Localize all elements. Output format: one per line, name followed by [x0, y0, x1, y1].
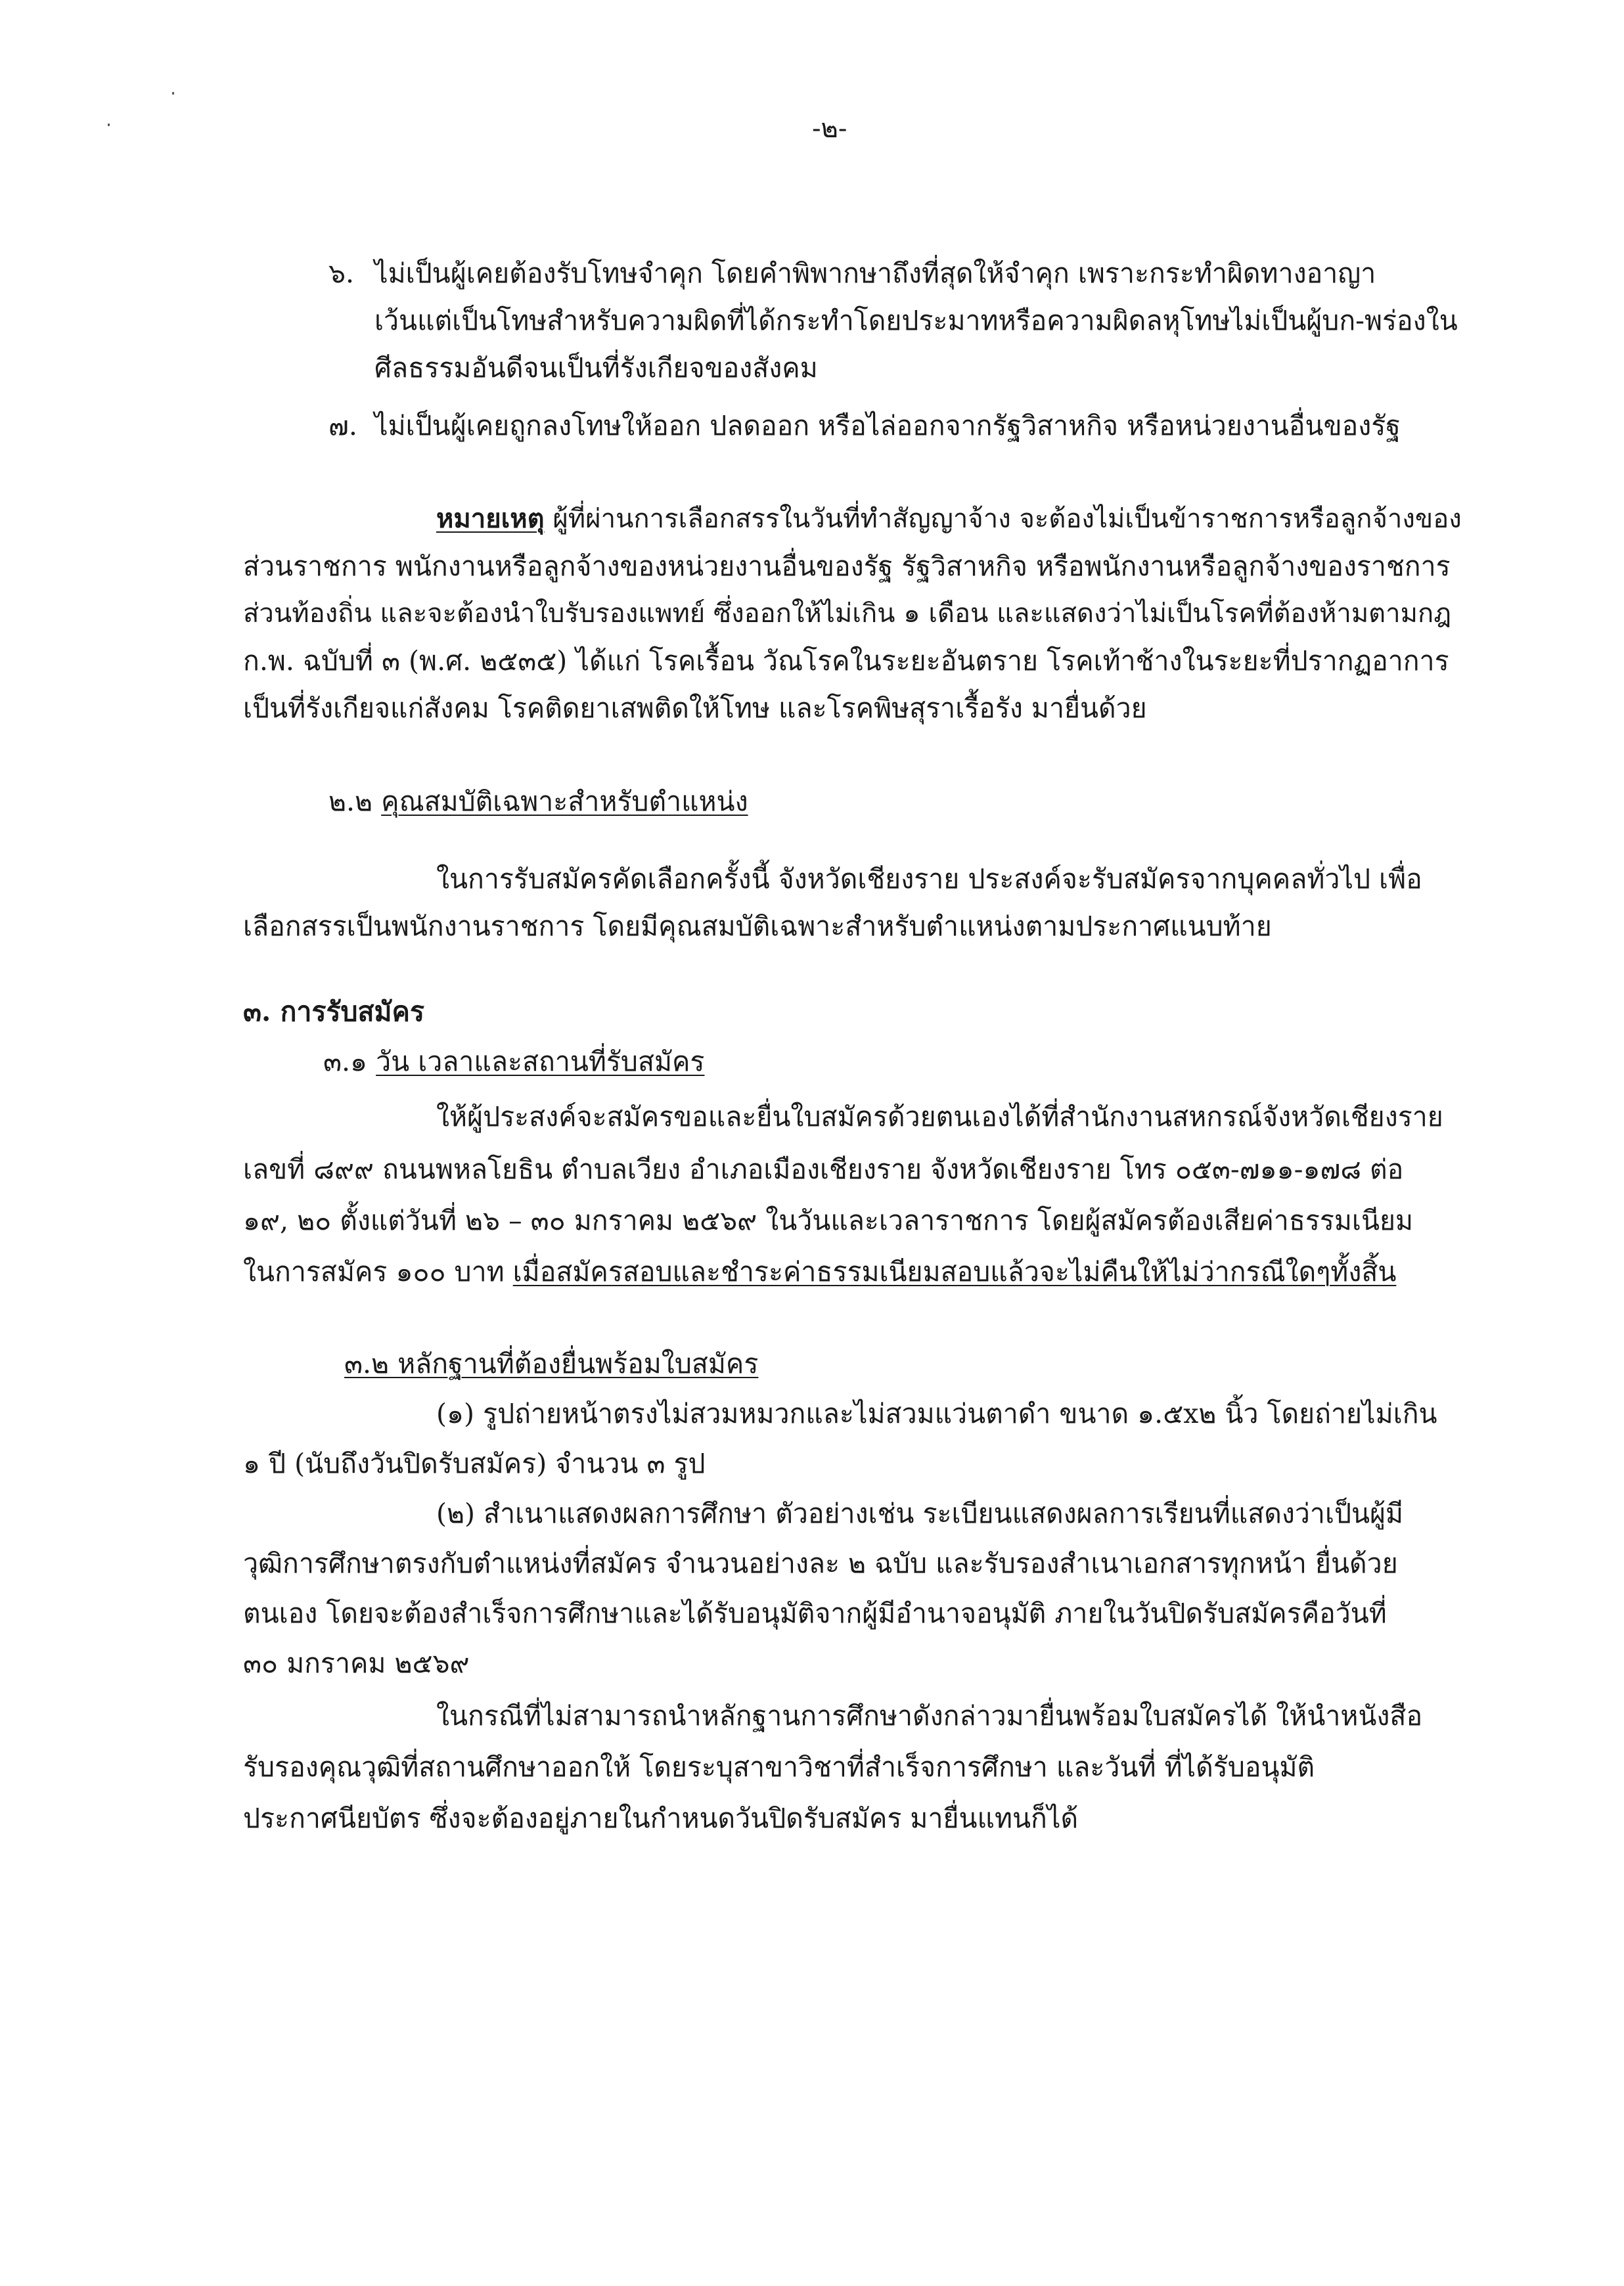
section-3-1-heading — [323, 1043, 704, 1080]
section-3-1-line-3: ๑๙, ๒๐ ตั้งแต่วันที่ ๒๖ – ๓๐ มกราคม ๒๕๖๙ ในวันและเวลาราชการ โดยผู้สมัครต้องเสียค่าธรรมเนียม — [243, 1205, 1414, 1236]
doc-item-2-line-4: ๓๐ มกราคม ๒๕๖๙ — [243, 1647, 470, 1679]
section-3-title: การรับสมัคร — [280, 996, 425, 1027]
doc-item-2-line-1: (๒) สำเนาแสดงผลการศึกษา ตัวอย่างเช่น ระเบียนแสดงผลการเรียนที่แสดงว่าเป็นผู้มี — [436, 1498, 1404, 1529]
section-3-number: ๓. — [243, 996, 271, 1027]
scan-speck — [172, 92, 174, 95]
section-2-2-number: ๒.๒ — [328, 786, 373, 817]
item-7-number: ๗. — [328, 410, 357, 441]
scan-speck — [108, 123, 110, 126]
note-line-3: ส่วนท้องถิ่น และจะต้องนำใบรับรองแพทย์ ซึ่งออกให้ไม่เกิน ๑ เดือน และแสดงว่าไม่เป็นโรคที่ต้องห้ามตามกฎ — [243, 598, 1452, 629]
doc-item-2-line-2: วุฒิการศึกษาตรงกับตำแหน่งที่สมัคร จำนวนอย่างละ ๒ ฉบับ และรับรองสำเนาเอกสารทุกหน้า ยื่นด้วย — [243, 1548, 1398, 1579]
note-line-2: ส่วนราชการ พนักงานหรือลูกจ้างของหน่วยงานอื่นของรัฐ รัฐวิสาหกิจ หรือพนักงานหรือลูกจ้างของราชการ — [243, 550, 1451, 582]
doc-item-2-line-3: ตนเอง โดยจะต้องสำเร็จการศึกษาและได้รับอนุมัติจากผู้มีอำนาจอนุมัติ ภายในวันปิดรับสมัครคือวันที่ — [243, 1598, 1387, 1629]
section-3-heading — [243, 993, 424, 1030]
section-2-2-line-2: เลือกสรรเป็นพนักงานราชการ โดยมีคุณสมบัติเฉพาะสำหรับตำแหน่งตามประกาศแนบท้าย — [243, 910, 1272, 942]
note-line-1 — [436, 501, 1462, 537]
section-3-2-heading: ๓.๒ หลักฐานที่ต้องยื่นพร้อมใบสมัคร — [344, 1348, 759, 1379]
section-3-1-title: วัน เวลาและสถานที่รับสมัคร — [376, 1046, 705, 1077]
section-2-2-line-1: ในการรับสมัครคัดเลือกครั้งนี้ จังหวัดเชียงราย ประสงค์จะรับสมัครจากบุคคลทั่วไป เพื่อ — [436, 863, 1422, 895]
alt-doc-line-2: รับรองคุณวุฒิที่สถานศึกษาออกให้ โดยระบุสาขาวิชาที่สำเร็จการศึกษา และวันที่ ที่ได้รับอนุมัติ — [243, 1751, 1315, 1783]
doc-item-1-line-1: (๑) รูปถ่ายหน้าตรงไม่สวมหมวกและไม่สวมแว่นตาดำ ขนาด ๑.๕x๒ นิ้ว โดยถ่ายไม่เกิน — [436, 1398, 1437, 1429]
note-line-1-text: ผู้ที่ผ่านการเลือกสรรในวันที่ทำสัญญาจ้าง จะต้องไม่เป็นข้าราชการหรือลูกจ้างของ — [544, 504, 1462, 534]
alt-doc-line-1: ในกรณีที่ไม่สามารถนำหลักฐานการศึกษาดังกล่าวมายื่นพร้อมใบสมัครได้ ให้นำหนังสือ — [436, 1700, 1423, 1732]
note-line-5: เป็นที่รังเกียจแก่สังคม โรคติดยาเสพติดให้โทษ และโรคพิษสุราเรื้อรัง มายื่นด้วย — [243, 692, 1147, 724]
item-6-line-2: เว้นแต่เป็นโทษสำหรับความผิดที่ได้กระทำโดยประมาทหรือความผิดลหุโทษไม่เป็นผู้บก-พร่องใน — [374, 305, 1458, 336]
section-3-1-number: ๓.๑ — [323, 1046, 368, 1077]
doc-item-1-line-2: ๑ ปี (นับถึงวันปิดรับสมัคร) จำนวน ๓ รูป — [243, 1448, 706, 1479]
page-number: -๒- — [812, 114, 847, 144]
note-line-4: ก.พ. ฉบับที่ ๓ (พ.ศ. ๒๕๓๕) ได้แก่ โรคเรื้อน วัณโรคในระยะอันตราย โรคเท้าช้างในระยะที่ปรากฏอาการ — [243, 645, 1449, 677]
alt-doc-line-3: ประกาศนียบัตร ซึ่งจะต้องอยู่ภายในกำหนดวันปิดรับสมัคร มายื่นแทนก็ได้ — [243, 1803, 1079, 1834]
section-3-1-line-2: เลขที่ ๘๙๙ ถนนพหลโยธิน ตำบลเวียง อำเภอเมืองเชียงราย จังหวัดเชียงราย โทร ๐๕๓-๗๑๑-๑๗๘ ต่อ — [243, 1154, 1404, 1185]
item-6-number: ๖. — [328, 258, 355, 289]
section-3-1-line-1: ให้ผู้ประสงค์จะสมัครขอและยื่นใบสมัครด้วยตนเองได้ที่สำนักงานสหกรณ์จังหวัดเชียงราย — [436, 1101, 1443, 1132]
section-3-1-line-4 — [243, 1253, 1396, 1290]
note-label: หมายเหตุ — [436, 503, 545, 534]
section-2-2-heading — [328, 783, 748, 820]
no-refund-notice: เมื่อสมัครสอบและชำระค่าธรรมเนียมสอบแล้วจะไม่คืนให้ไม่ว่ากรณีใดๆทั้งสิ้น — [512, 1256, 1397, 1288]
fee-text: ในการสมัคร ๑๐๐ บาท — [243, 1256, 513, 1288]
section-2-2-title: คุณสมบัติเฉพาะสำหรับตำแหน่ง — [381, 786, 748, 817]
item-6-line-1: ไม่เป็นผู้เคยต้องรับโทษจำคุก โดยคำพิพากษาถึงที่สุดให้จำคุก เพราะกระทำผิดทางอาญา — [374, 258, 1376, 289]
item-7-text: ไม่เป็นผู้เคยถูกลงโทษให้ออก ปลดออก หรือไล่ออกจากรัฐวิสาหกิจ หรือหน่วยงานอื่นของรัฐ — [374, 410, 1401, 441]
item-6-line-3: ศีลธรรมอันดีจนเป็นที่รังเกียจของสังคม — [374, 352, 818, 384]
